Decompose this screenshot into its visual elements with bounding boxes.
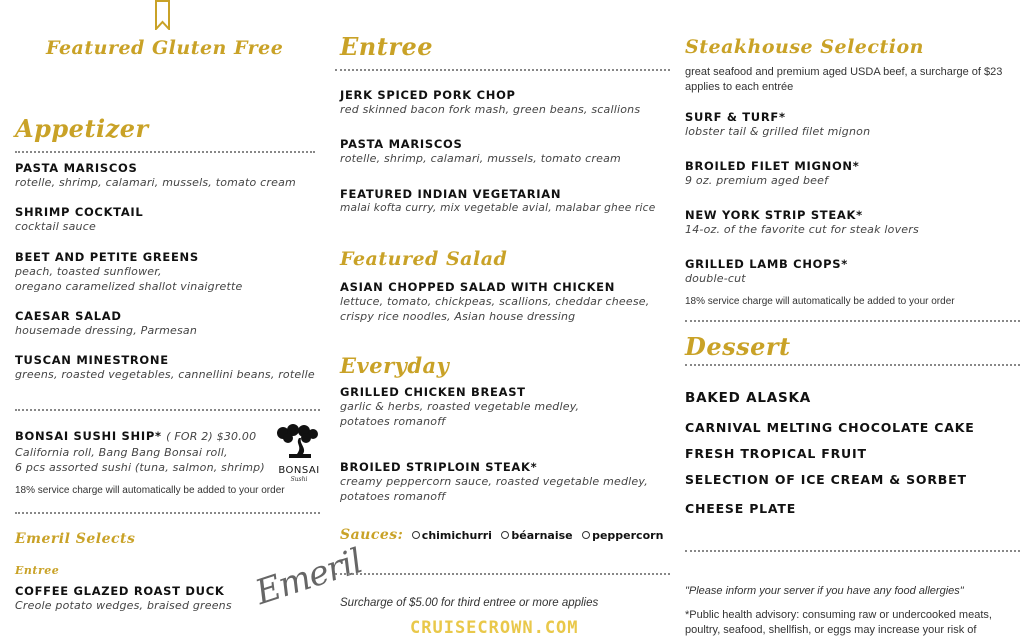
item-name: JERK SPICED PORK CHOP [340, 88, 516, 102]
item-description: cocktail sauce [15, 220, 96, 233]
service-charge-note: 18% service charge will automatically be added to your order [685, 296, 955, 307]
item-description: peach, toasted sunflower, [15, 265, 162, 278]
divider [685, 364, 1020, 366]
everyday-title: Everyday [340, 353, 450, 378]
item-name: BROILED STRIPLOIN STEAK* [340, 460, 538, 474]
item-description: potatoes romanoff [340, 415, 446, 428]
radio-icon [582, 531, 590, 539]
item-description: rotelle, shrimp, calamari, mussels, tomato cream [15, 176, 296, 189]
sauce-option-chimichurri[interactable] [412, 529, 492, 542]
item-name: SURF & TURF* [685, 110, 786, 124]
item-name: ASIAN CHOPPED SALAD WITH CHICKEN [340, 280, 616, 294]
sauces-row [340, 526, 668, 544]
item-name: TUSCAN MINESTRONE [15, 353, 169, 367]
divider [685, 550, 1020, 552]
sauce-label: béarnaise [511, 529, 573, 542]
bonsai-logo-subtext: Sushi [290, 476, 308, 483]
emeril-signature-text: Emeril [250, 541, 367, 613]
allergy-note: "Please inform your server if you have any food allergies" [685, 585, 964, 597]
sauce-label: chimichurri [421, 529, 492, 542]
item-name: CAESAR SALAD [15, 309, 122, 323]
item-name: SHRIMP COCKTAIL [15, 205, 144, 219]
steakhouse-selection-title: Steakhouse Selection [685, 36, 924, 58]
item-description: lettuce, tomato, chickpeas, scallions, cheddar cheese, [340, 295, 650, 308]
item-description: malai kofta curry, mix vegetable avial, malabar ghee rice [340, 202, 656, 214]
emeril-signature [250, 541, 367, 625]
list-item [15, 309, 197, 338]
bonsai-tree-icon [273, 424, 325, 460]
watermark: CRUISECROWN.COM [410, 618, 579, 638]
item-description: California roll, Bang Bang Bonsai roll, [15, 446, 228, 459]
list-item [340, 88, 640, 117]
dessert-item: FRESH TROPICAL FRUIT [685, 446, 867, 461]
divider [335, 573, 670, 575]
item-description: 6 pcs assorted sushi (tuna, salmon, shrimp) [15, 461, 265, 474]
entree-title: Entree [340, 32, 434, 61]
dessert-item: CHEESE PLATE [685, 501, 797, 516]
bonsai-sushi-item [15, 427, 285, 498]
health-advisory-text: *Public health advisory: consuming raw or undercooked meats, [685, 609, 992, 621]
divider [15, 151, 315, 153]
entree-label: Entree [15, 564, 60, 577]
dessert-item: SELECTION OF ICE CREAM & SORBET [685, 472, 967, 487]
list-item [685, 208, 919, 237]
appetizer-title: Appetizer [15, 114, 149, 143]
list-item [340, 385, 579, 429]
list-item [340, 460, 648, 504]
item-description: 14-oz. of the favorite cut for steak lovers [685, 223, 919, 236]
featured-salad-title: Featured Salad [340, 248, 508, 270]
steakhouse-intro-text: applies to each entrée [685, 81, 794, 93]
item-description: potatoes romanoff [340, 490, 446, 503]
list-item [340, 187, 670, 216]
item-description: crispy rice noodles, Asian house dressing [340, 310, 576, 323]
item-description: greens, roasted vegetables, cannellini beans, rotelle [15, 368, 315, 381]
list-item [15, 205, 143, 234]
list-item [15, 353, 315, 382]
bonsai-logo [273, 424, 325, 494]
divider [15, 409, 320, 411]
health-advisory [685, 608, 1020, 638]
item-description: double-cut [685, 272, 746, 285]
steakhouse-intro [685, 65, 1020, 95]
item-price: ( FOR 2) $30.00 [166, 430, 257, 443]
item-description: lobster tail & grilled filet mignon [685, 125, 871, 138]
item-name: FEATURED INDIAN VEGETARIAN [340, 187, 562, 201]
item-description: housemade dressing, Parmesan [15, 324, 198, 337]
featured-gluten-free-title: Featured Gluten Free [46, 37, 284, 59]
dessert-title: Dessert [685, 332, 791, 361]
list-item [685, 159, 859, 188]
list-item [15, 584, 232, 613]
sauces-label: Sauces: [340, 527, 404, 543]
item-name: BROILED FILET MIGNON* [685, 159, 860, 173]
steakhouse-intro-text: great seafood and premium aged USDA beef, a surcharge of $23 [685, 66, 1003, 78]
sauce-option-bearnaise[interactable] [501, 529, 572, 542]
item-name: GRILLED CHICKEN BREAST [340, 385, 526, 399]
item-description: creamy peppercorn sauce, roasted vegetable medley, [340, 475, 648, 488]
bonsai-logo-text: BONSAI [278, 465, 320, 476]
item-name: GRILLED LAMB CHOPS* [685, 257, 848, 271]
list-item [685, 257, 848, 286]
item-description: 9 oz. premium aged beef [685, 174, 829, 187]
emeril-selects-title: Emeril Selects [15, 531, 136, 547]
item-name: BEET AND PETITE GREENS [15, 250, 199, 264]
sauce-label: peppercorn [592, 529, 664, 542]
surcharge-note: Surcharge of $5.00 for third entree or more applies [340, 597, 599, 609]
bookmark-icon [155, 0, 170, 30]
radio-icon [501, 531, 509, 539]
service-charge-note: 18% service charge will automatically be added to your order [15, 485, 285, 496]
item-name: NEW YORK STRIP STEAK* [685, 208, 863, 222]
item-name: PASTA MARISCOS [15, 161, 138, 175]
item-name: BONSAI SUSHI SHIP* [15, 429, 162, 443]
divider [15, 512, 320, 514]
sauce-option-peppercorn[interactable] [582, 529, 663, 542]
item-name: COFFEE GLAZED ROAST DUCK [15, 584, 225, 598]
list-item [685, 110, 870, 139]
list-item [340, 137, 621, 166]
health-advisory-text: poultry, seafood, shellfish, or eggs may increase your risk of [685, 624, 977, 636]
item-description: red skinned bacon fork mash, green beans, scallions [340, 103, 641, 116]
item-description: rotelle, shrimp, calamari, mussels, tomato cream [340, 152, 621, 165]
list-item [15, 161, 296, 190]
list-item [340, 280, 649, 324]
divider [685, 320, 1020, 322]
dessert-item: BAKED ALASKA [685, 390, 812, 406]
list-item [15, 250, 243, 294]
item-name: PASTA MARISCOS [340, 137, 463, 151]
item-description: Creole potato wedges, braised greens [15, 599, 232, 612]
divider [335, 69, 670, 71]
dessert-item: CARNIVAL MELTING CHOCOLATE CAKE [685, 420, 975, 435]
item-description: garlic & herbs, roasted vegetable medley, [340, 400, 580, 413]
radio-icon [412, 531, 420, 539]
item-description: oregano caramelized shallot vinaigrette [15, 280, 243, 293]
